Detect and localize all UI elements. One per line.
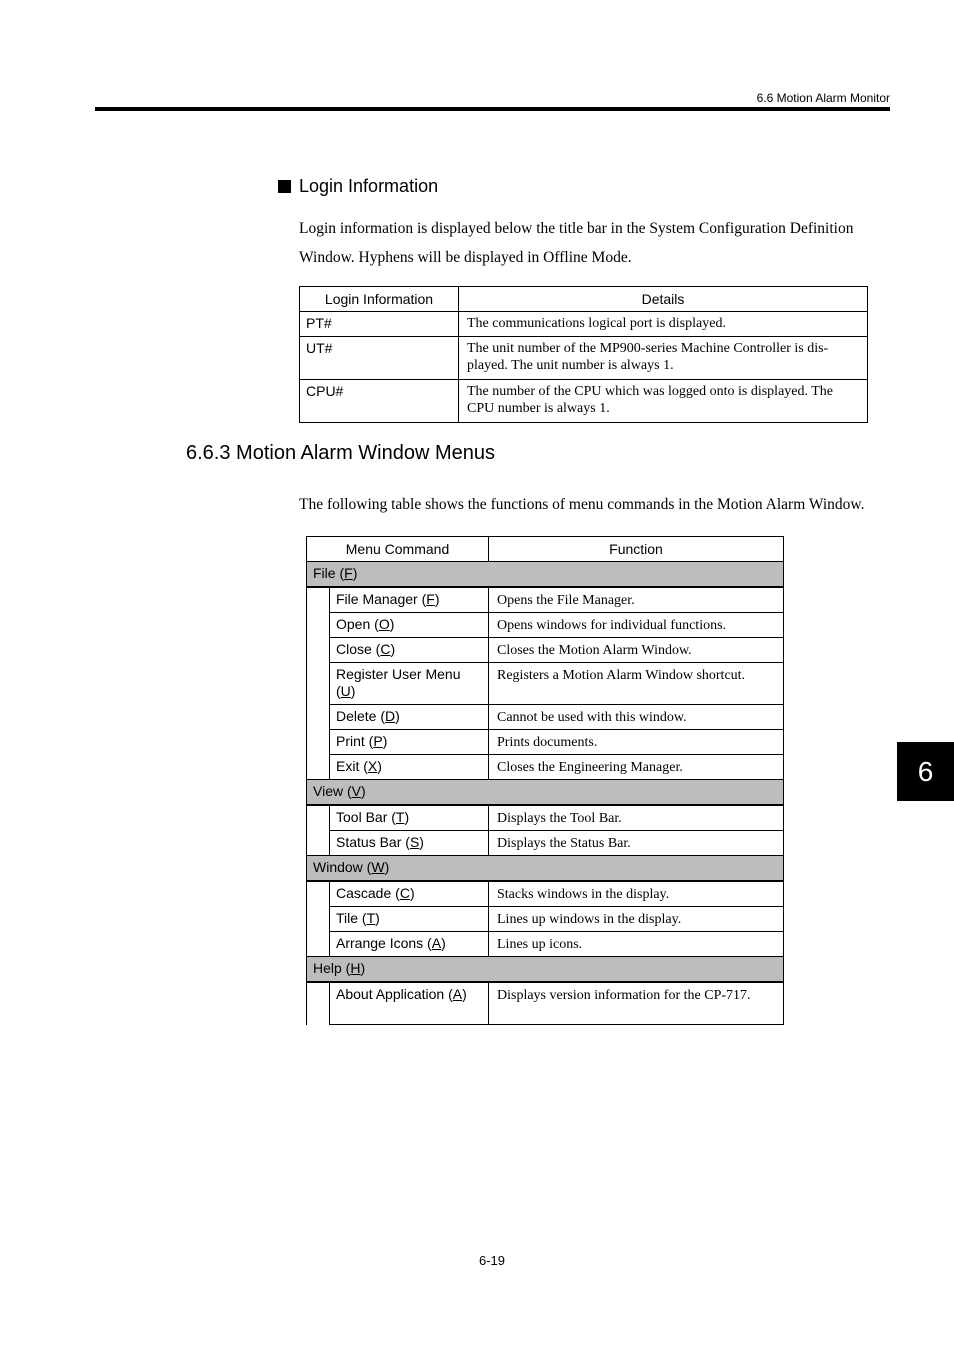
table-row: [300, 380, 868, 423]
menu-command-cell: File Manager (F): [330, 587, 489, 613]
command-label: Delete: [336, 708, 377, 724]
indent-cell: [307, 587, 330, 613]
accelerator-key: A: [431, 935, 442, 951]
table-header-row: [300, 287, 868, 312]
menu-group-cell: Help (H): [307, 957, 784, 983]
accelerator-key: D: [385, 708, 396, 724]
command-label: Open: [336, 616, 371, 632]
table-row: [300, 312, 868, 337]
accelerator-key: V: [351, 783, 361, 799]
indent-cell: [307, 982, 330, 1025]
indent-cell: [307, 705, 330, 730]
login-detail-cell: The communications logical port is displayed.: [459, 312, 868, 337]
indent-cell: [307, 805, 330, 831]
menu-item-row: [307, 932, 784, 957]
menu-label: Window: [313, 859, 363, 875]
menu-function-cell: Displays the Status Bar.: [489, 831, 784, 856]
accelerator-key: H: [350, 960, 361, 976]
menu-command-cell: Status Bar (S): [330, 831, 489, 856]
accelerator-key: A: [452, 986, 463, 1002]
menu-label: View: [313, 783, 344, 799]
menu-command-cell: Close (C): [330, 638, 489, 663]
menu-group-cell: View (V): [307, 780, 784, 806]
indent-cell: [307, 730, 330, 755]
menu-function-cell: Displays version information for the CP-717.: [489, 982, 784, 1025]
indent-cell: [307, 638, 330, 663]
menu-function-cell: Opens windows for individual functions.: [489, 613, 784, 638]
section-heading: 6.6.3 Motion Alarm Window Menus: [186, 442, 496, 464]
login-key-cell: UT#: [300, 337, 459, 380]
menu-command-cell: Arrange Icons (A): [330, 932, 489, 957]
menu-function-cell: Displays the Tool Bar.: [489, 805, 784, 831]
command-label: Tile: [336, 910, 359, 926]
menu-group-row: [307, 562, 784, 588]
accelerator-key: C: [399, 885, 410, 901]
accelerator-key: S: [409, 834, 420, 850]
menu-function-cell: Cannot be used with this window.: [489, 705, 784, 730]
menu-item-row: [307, 587, 784, 613]
menu-item-row: [307, 730, 784, 755]
menu-command-cell: Tool Bar (T): [330, 805, 489, 831]
menu-label: File: [313, 565, 336, 581]
accelerator-key: T: [366, 910, 376, 926]
command-label: Status Bar: [336, 834, 402, 850]
accelerator-key: W: [371, 859, 385, 875]
accelerator-key: F: [344, 565, 353, 581]
menu-item-row: [307, 881, 784, 907]
chapter-tab: 6: [897, 742, 954, 801]
square-bullet-icon: [278, 180, 291, 193]
menu-command-table: [306, 536, 784, 1025]
indent-cell: [307, 932, 330, 957]
indent-cell: [307, 831, 330, 856]
column-header: Function: [489, 537, 784, 562]
command-label: Register User Menu: [336, 666, 461, 682]
login-detail-cell: The unit number of the MP900-series Machine Controller is dis-played. The unit number is always 1.: [459, 337, 868, 380]
indent-cell: [307, 613, 330, 638]
accelerator-key: X: [367, 758, 378, 774]
menu-label: Help: [313, 960, 342, 976]
accelerator-key: P: [373, 733, 383, 749]
command-label: Tool Bar: [336, 809, 388, 825]
menu-intro-paragraph: The following table shows the functions of menu commands in the Motion Alarm Window.: [299, 496, 865, 513]
menu-command-cell: Register User Menu (U): [330, 663, 489, 705]
menu-item-row: [307, 613, 784, 638]
menu-command-cell: Delete (D): [330, 705, 489, 730]
column-header: Login Information: [300, 287, 459, 312]
menu-command-cell: About Application (A): [330, 982, 489, 1025]
menu-item-row: [307, 805, 784, 831]
menu-function-cell: Lines up icons.: [489, 932, 784, 957]
accelerator-key: O: [378, 616, 390, 632]
header-rule: [95, 107, 890, 111]
command-label: Print: [336, 733, 365, 749]
indent-cell: [307, 907, 330, 932]
menu-group-cell: Window (W): [307, 856, 784, 882]
menu-command-cell: Open (O): [330, 613, 489, 638]
menu-command-cell: Cascade (C): [330, 881, 489, 907]
accelerator-key: C: [380, 641, 391, 657]
menu-group-row: [307, 957, 784, 983]
menu-command-cell: Tile (T): [330, 907, 489, 932]
menu-function-cell: Prints documents.: [489, 730, 784, 755]
login-paragraph: Login information is displayed below the title bar in the System Configuration Definition Window. Hyphens will be displayed in Offline Mode.: [299, 220, 854, 266]
command-label: Arrange Icons: [336, 935, 424, 951]
menu-command-cell: Print (P): [330, 730, 489, 755]
menu-group-cell: File (F): [307, 562, 784, 588]
menu-item-row: [307, 755, 784, 780]
menu-item-row: [307, 907, 784, 932]
column-header: Details: [459, 287, 868, 312]
menu-item-row: [307, 705, 784, 730]
menu-command-cell: Exit (X): [330, 755, 489, 780]
accelerator-key: T: [395, 809, 405, 825]
menu-item-row: [307, 638, 784, 663]
command-label: Close: [336, 641, 372, 657]
table-header-row: [307, 537, 784, 562]
command-label: File Manager: [336, 591, 418, 607]
menu-item-row: [307, 663, 784, 705]
menu-table-body: [307, 562, 784, 1025]
menu-function-cell: Closes the Engineering Manager.: [489, 755, 784, 780]
login-heading-text: Login Information: [299, 176, 439, 196]
menu-item-row: [307, 831, 784, 856]
command-label: About Application: [336, 986, 445, 1002]
page-number: 6-19: [478, 1253, 506, 1268]
menu-function-cell: Lines up windows in the display.: [489, 907, 784, 932]
menu-group-row: [307, 780, 784, 806]
indent-cell: [307, 755, 330, 780]
accelerator-key: U: [340, 683, 351, 699]
indent-cell: [307, 881, 330, 907]
menu-group-row: [307, 856, 784, 882]
menu-function-cell: Closes the Motion Alarm Window.: [489, 638, 784, 663]
menu-function-cell: Registers a Motion Alarm Window shortcut.: [489, 663, 784, 705]
indent-cell: [307, 663, 330, 705]
menu-item-row: [307, 982, 784, 1025]
command-label: Cascade: [336, 885, 392, 901]
command-label: Exit: [336, 758, 360, 774]
menu-function-cell: Stacks windows in the display.: [489, 881, 784, 907]
table-row: [300, 337, 868, 380]
running-head: 6.6 Motion Alarm Monitor: [756, 91, 890, 105]
login-detail-cell: The number of the CPU which was logged onto is displayed. The CPU number is always 1.: [459, 380, 868, 423]
login-section-heading: [278, 176, 438, 197]
column-header: Menu Command: [307, 537, 489, 562]
login-key-cell: PT#: [300, 312, 459, 337]
accelerator-key: F: [426, 591, 435, 607]
login-info-table: [299, 286, 868, 423]
login-key-cell: CPU#: [300, 380, 459, 423]
menu-function-cell: Opens the File Manager.: [489, 587, 784, 613]
